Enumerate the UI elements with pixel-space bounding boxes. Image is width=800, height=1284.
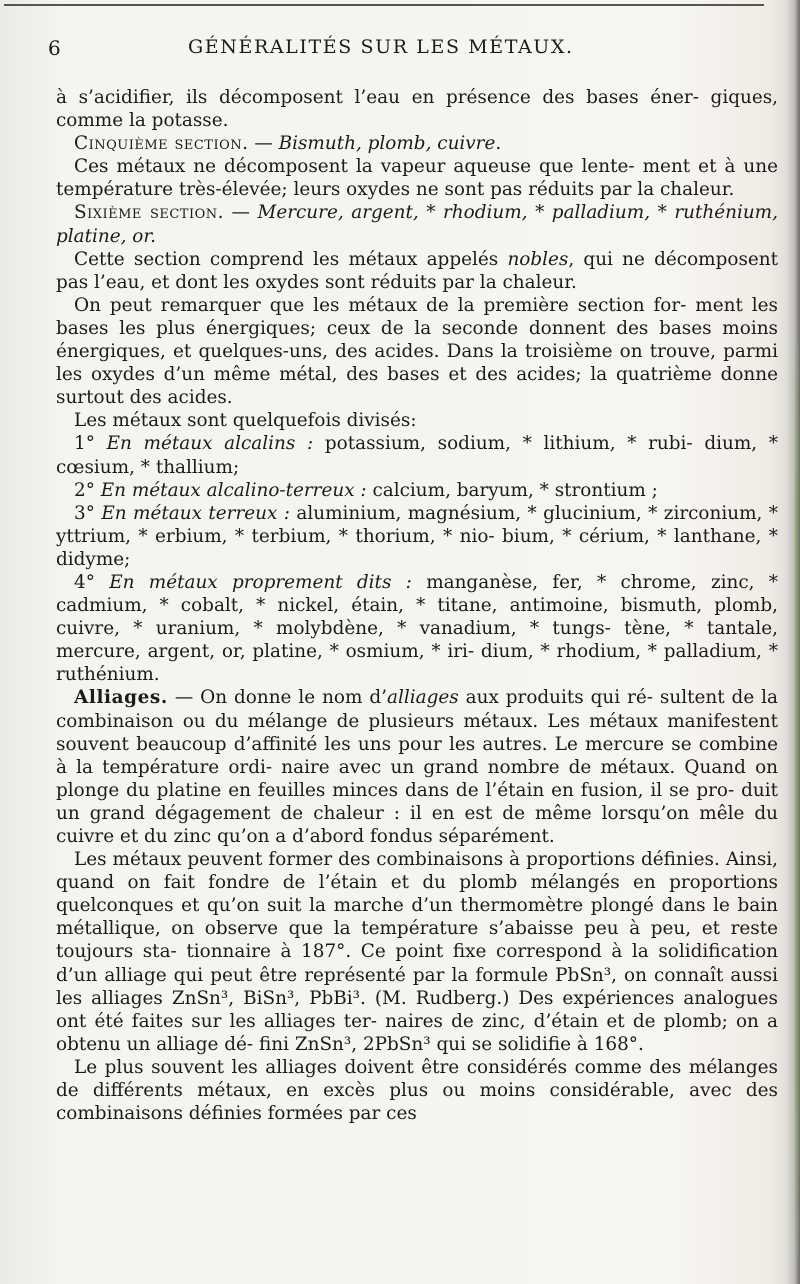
paragraph bbox=[56, 571, 778, 686]
text-run: 3° bbox=[74, 502, 102, 524]
text-run: potassium, sodium, * lithium, * rubi- dium, * cœsium, * thallium; bbox=[56, 433, 778, 478]
text-run: à s’acidifier, ils décomposent l’eau en présence des bases éner- giques, comme la potasse. bbox=[56, 87, 778, 132]
text-run: 2° bbox=[74, 479, 101, 501]
paragraph bbox=[56, 132, 778, 155]
binding-strip bbox=[795, 330, 798, 1270]
italic-text: alliages bbox=[387, 687, 459, 709]
paragraph bbox=[56, 201, 778, 247]
text-run: manganèse, fer, * chrome, zinc, * cadmium, * cobalt, * nickel, étain, * titane, antimoine, bismuth, plomb, cuivre, * uranium, * molybdène, * vanadium, * tungs- tène, * tantale, mercure, argent, or, platine, * osmium, * iri- dium, * rhodium, * palladium, * ruthénium. bbox=[56, 571, 778, 686]
text-run: On peut remarquer que les métaux de la première section for- ment les bases les plus énergiques; ceux de la seconde donnent des bases moins énergiques, et quelques-uns, des acides. Dans la troisième on trouve, parmi les oxydes d’un même métal, des bases et des acides; la quatrième donne surtout des acides. bbox=[56, 294, 778, 409]
italic-text: Mercure, argent, * rhodium, * palladium, * ruthénium, platine, or. bbox=[56, 202, 778, 247]
italic-text: En métaux terreux : bbox=[101, 502, 290, 524]
italic-text: En métaux alcalino-terreux : bbox=[100, 479, 367, 501]
italic-text: En métaux alcalins : bbox=[106, 433, 314, 455]
text-run: Le plus souvent les alliages doivent être considérés comme des mélanges de différents métaux, en excès plus ou moins considérable, avec des combinaisons définies formées par ces bbox=[56, 1056, 778, 1125]
text-run: — bbox=[224, 202, 258, 224]
text-run: — On donne le nom d’ bbox=[167, 687, 388, 709]
text-run: Ces métaux ne décomposent la vapeur aqueuse que lente- ment et à une température très-élevée; leurs oxydes ne sont pas réduits par la chaleur. bbox=[56, 156, 778, 201]
text-run: Les métaux sont quelquefois divisés: bbox=[74, 410, 417, 432]
text-run: aluminium, magnésium, * glucinium, * zirconium, * yttrium, * erbium, * terbium, * thorium, * nio- bium, * cérium, * lanthane, * didyme; bbox=[56, 502, 778, 570]
paragraph bbox=[56, 86, 778, 132]
paragraph bbox=[56, 248, 778, 294]
paragraph bbox=[56, 502, 778, 571]
section-label: Sixième section. bbox=[74, 202, 224, 224]
text-run: 1° bbox=[74, 433, 107, 455]
text-run: Cette section comprend les métaux appelés bbox=[74, 248, 508, 270]
body-text bbox=[56, 86, 778, 1125]
top-rule bbox=[4, 4, 764, 6]
running-title: GÉNÉRALITÉS SUR LES MÉTAUX. bbox=[188, 36, 574, 58]
paragraph bbox=[56, 686, 778, 848]
text-run: , qui ne décomposent pas l’eau, et dont les oxydes sont réduits par la chaleur. bbox=[56, 248, 778, 293]
italic-text: nobles bbox=[507, 248, 569, 270]
text-run: — bbox=[248, 133, 279, 155]
paragraph bbox=[56, 848, 778, 1056]
section-heading: Alliages. bbox=[74, 687, 168, 709]
text-run: Les métaux peuvent former des combinaisons à proportions définies. Ainsi, quand on fait fondre de l’étain et du plomb mélangés en proportions quelconques et qu’on suit la marche d’un thermomètre plongé dans le bain métallique, on observe que la température s’abaisse peu à peu, et reste toujours sta- tionnaire à 187°. Ce point fixe correspond à la solidification d’un alliage qui peut être représenté par la formule PbSn³, on connaît aussi les alliages ZnSn³, BiSn³, PbBi³. (M. Rudberg.) Des expériences analogues ont été faites sur les alliages ter- naires de zinc, d’étain et de plomb; on a obtenu un alliage dé- fini ZnSn³, 2PbSn³ qui se solidifie à 168°. bbox=[56, 849, 778, 1055]
paragraph bbox=[56, 432, 778, 478]
text-run: aux produits qui ré- sultent de la combinaison ou du mélange de plusieurs métaux. Les métaux manifestent souvent beaucoup d’affinité les uns pour les autres. Le mercure se combine à la température ordi- naire avec un grand nombre de métaux. Quand on plonge du platine en feuilles minces dans de l’étain en fusion, il se pro- duit un grand dégagement de chaleur : il en est de même lorsqu’on mêle du cuivre et du zinc qu’on a d’abord fondus séparément. bbox=[56, 687, 778, 847]
italic-text: Bismuth, plomb, cuivre. bbox=[278, 133, 502, 155]
paragraph bbox=[56, 409, 778, 432]
section-label: Cinquième section. bbox=[74, 133, 249, 155]
text-run: calcium, baryum, * strontium ; bbox=[366, 479, 658, 501]
paragraph bbox=[56, 294, 778, 409]
text-run: 4° bbox=[74, 571, 110, 593]
paragraph bbox=[56, 479, 778, 502]
page-number: 6 bbox=[48, 36, 62, 60]
italic-text: En métaux proprement dits : bbox=[109, 571, 412, 593]
paragraph bbox=[56, 1056, 778, 1125]
page-header bbox=[48, 36, 788, 66]
paragraph bbox=[56, 155, 778, 201]
